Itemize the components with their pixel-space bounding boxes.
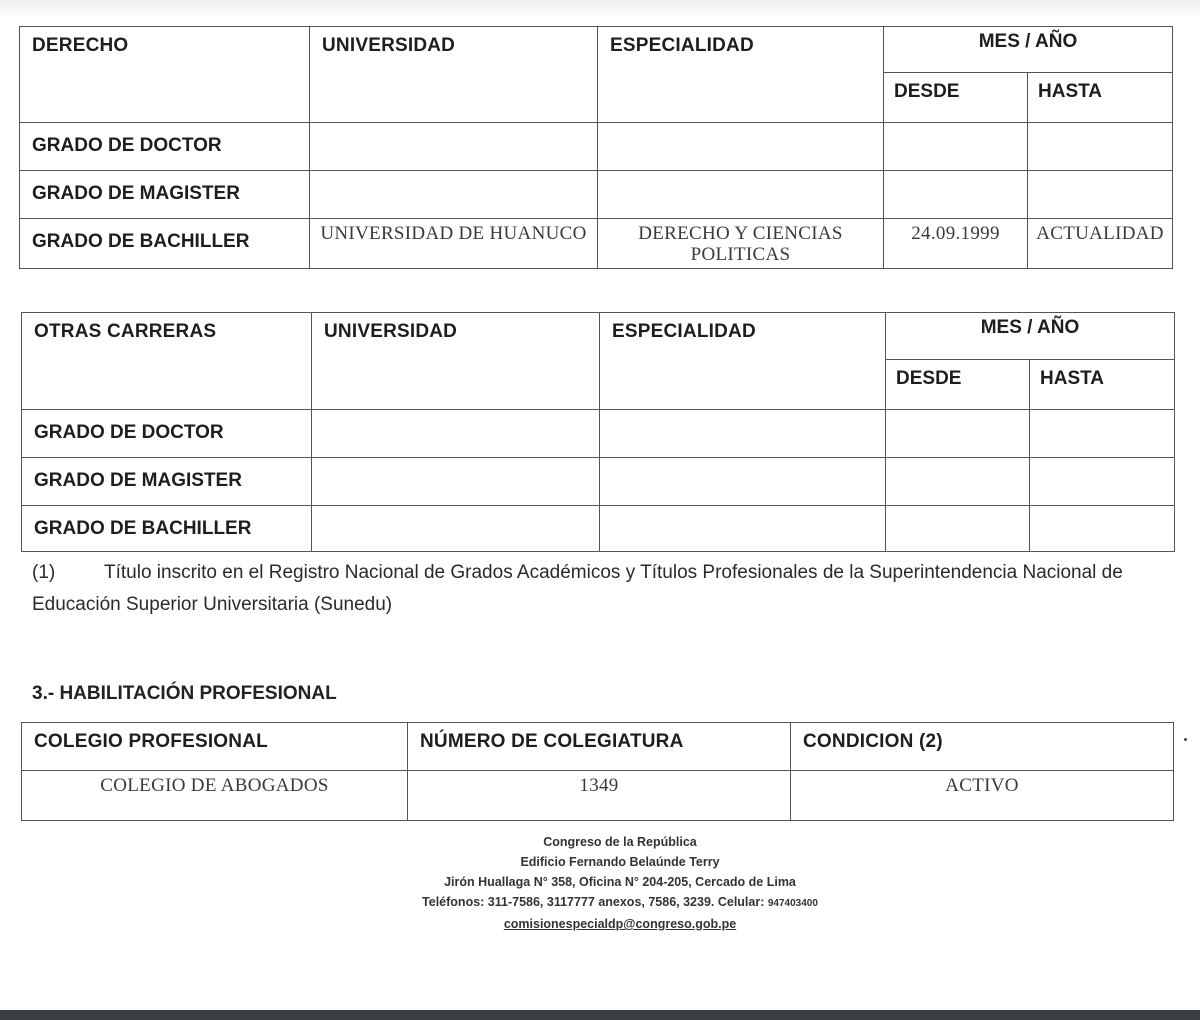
- colegio-cell: COLEGIO DE ABOGADOS: [22, 771, 408, 821]
- hasta-cell: ACTUALIDAD: [1028, 219, 1173, 269]
- footer-line: Jirón Huallaga N° 358, Oficina N° 204-205, Cercado de Lima: [444, 875, 796, 889]
- especialidad-cell: [598, 123, 884, 171]
- numero-cell: 1349: [408, 771, 791, 821]
- row-label: GRADO DE BACHILLER: [22, 506, 312, 552]
- desde-header: DESDE: [884, 73, 1028, 123]
- derecho-table: [19, 26, 1173, 269]
- universidad-cell: [312, 458, 600, 506]
- table-row: [20, 219, 1173, 269]
- derecho-header: DERECHO: [20, 27, 310, 123]
- footnote-number: (1): [32, 562, 56, 583]
- universidad-cell: [312, 410, 600, 458]
- universidad-cell: [310, 171, 598, 219]
- especialidad-cell: [600, 458, 886, 506]
- hasta-cell: [1030, 506, 1175, 552]
- footer-cell: 947403400: [767, 898, 818, 909]
- especialidad-cell: DERECHO Y CIENCIAS POLITICAS: [598, 219, 884, 269]
- table-row: [22, 771, 1174, 821]
- universidad-header: UNIVERSIDAD: [310, 27, 598, 123]
- universidad-cell: [310, 123, 598, 171]
- footnote: [32, 557, 1142, 621]
- row-label: GRADO DE MAGISTER: [22, 458, 312, 506]
- hasta-cell: [1030, 410, 1175, 458]
- scan-speck: [1184, 738, 1187, 741]
- especialidad-header: ESPECIALIDAD: [598, 27, 884, 123]
- otras-carreras-header: OTRAS CARRERAS: [22, 313, 312, 410]
- hasta-header: HASTA: [1030, 360, 1175, 410]
- habilitacion-table: [21, 722, 1174, 821]
- desde-cell: [884, 123, 1028, 171]
- desde-header: DESDE: [886, 360, 1030, 410]
- footer-phones: Teléfonos: 311-7586, 3117777 anexos, 7586, 3239. Celular:: [422, 895, 765, 909]
- scan-top-shade: [0, 0, 1200, 18]
- hasta-cell: [1028, 171, 1173, 219]
- otras-carreras-table: [21, 312, 1175, 552]
- condicion-header: CONDICION (2): [791, 723, 1174, 771]
- hasta-cell: [1030, 458, 1175, 506]
- desde-cell: [886, 410, 1030, 458]
- section-title: 3.- HABILITACIÓN PROFESIONAL: [32, 683, 337, 704]
- universidad-cell: UNIVERSIDAD DE HUANUCO: [310, 219, 598, 269]
- especialidad-header: ESPECIALIDAD: [600, 313, 886, 410]
- row-label: GRADO DE DOCTOR: [22, 410, 312, 458]
- footer-line: Congreso de la República: [543, 835, 697, 849]
- footnote-text: Título inscrito en el Registro Nacional de Grados Académicos y Títulos Profesionales de la Superintendencia Nacional de Educación Superior Universitaria (Sunedu): [32, 562, 1123, 615]
- row-label: GRADO DE BACHILLER: [20, 219, 310, 269]
- footer-email-link[interactable]: comisionespecialdp@congreso.gob.pe: [503, 917, 737, 931]
- footer: [360, 832, 880, 934]
- table-row: [22, 506, 1175, 552]
- desde-cell: 24.09.1999: [884, 219, 1028, 269]
- bottom-bar: [0, 1010, 1200, 1020]
- mes-anio-header: MES / AÑO: [884, 27, 1173, 73]
- footer-line: Edificio Fernando Belaúnde Terry: [520, 855, 720, 869]
- desde-cell: [886, 458, 1030, 506]
- mes-anio-header: MES / AÑO: [886, 313, 1175, 360]
- desde-cell: [886, 506, 1030, 552]
- row-label: GRADO DE DOCTOR: [20, 123, 310, 171]
- especialidad-cell: [598, 171, 884, 219]
- universidad-header: UNIVERSIDAD: [312, 313, 600, 410]
- especialidad-cell: [600, 506, 886, 552]
- colegio-header: COLEGIO PROFESIONAL: [22, 723, 408, 771]
- condicion-cell: ACTIVO: [791, 771, 1174, 821]
- desde-cell: [884, 171, 1028, 219]
- hasta-header: HASTA: [1028, 73, 1173, 123]
- especialidad-cell: [600, 410, 886, 458]
- universidad-cell: [312, 506, 600, 552]
- table-row: [20, 171, 1173, 219]
- table-row: [22, 410, 1175, 458]
- numero-header: NÚMERO DE COLEGIATURA: [408, 723, 791, 771]
- hasta-cell: [1028, 123, 1173, 171]
- row-label: GRADO DE MAGISTER: [20, 171, 310, 219]
- table-row: [22, 458, 1175, 506]
- footer-line: [360, 892, 880, 914]
- table-row: [20, 123, 1173, 171]
